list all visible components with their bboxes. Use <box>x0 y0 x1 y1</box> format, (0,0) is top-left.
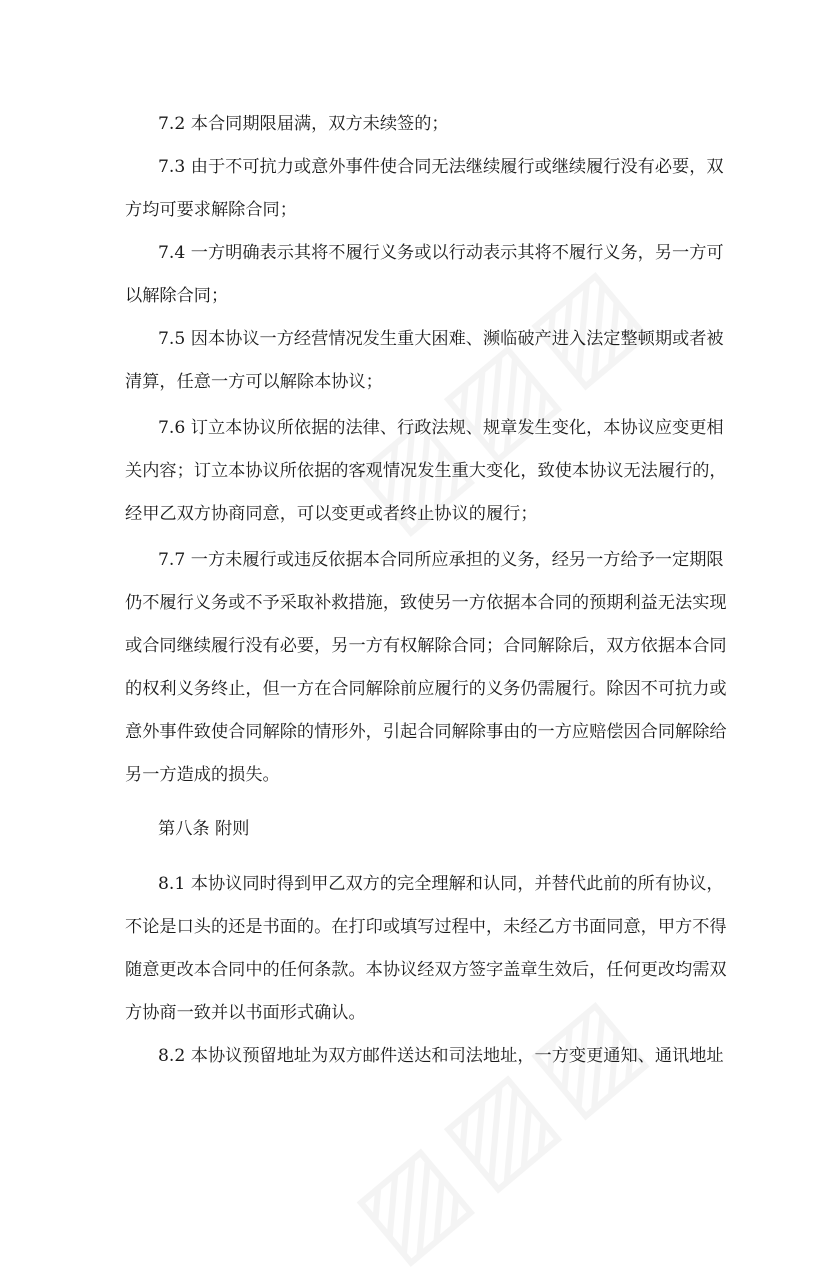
line-text: 清算，任意一方可以解除本协议； <box>125 372 383 392</box>
line-text: 经甲乙双方协商同意，可以变更或者终止协议的履行； <box>125 504 538 524</box>
line-text: 7.6 订立本协议所依据的法律、行政法规、规章发生变化，本协议应变更相 <box>158 418 724 438</box>
line-text: 7.2 本合同期限届满，双方未续签的； <box>158 114 449 134</box>
line-text: 8.1 本协议同时得到甲乙双方的完全理解和认同，并替代此前的所有协议， <box>158 874 724 894</box>
line-text: 7.7 一方未履行或违反依据本合同所应承担的义务，经另一方给予一定期限 <box>158 550 724 570</box>
line-text: 随意更改本合同中的任何条款。本协议经双方签字盖章生效后，任何更改均需双 <box>125 960 727 980</box>
line-text: 另一方造成的损失。 <box>125 765 280 785</box>
line-text: 意外事件致使合同解除的情形外，引起合同解除事由的一方应赔偿因合同解除给 <box>125 722 727 742</box>
line-text: 不论是口头的还是书面的。在打印或填写过程中，未经乙方书面同意，甲方不得 <box>125 917 727 937</box>
line-text: 方协商一致并以书面形式确认。 <box>125 1003 366 1023</box>
line-text: 7.5 因本协议一方经营情况发生重大困难、濒临破产进入法定整顿期或者被 <box>158 329 724 349</box>
line-text: 或合同继续履行没有必要，另一方有权解除合同；合同解除后，双方依据本合同 <box>125 636 727 656</box>
line-text: 方均可要求解除合同； <box>125 200 297 220</box>
line-text: 7.4 一方明确表示其将不履行义务或以行动表示其将不履行义务，另一方可 <box>158 243 724 263</box>
line-text: 关内容；订立本协议所依据的客观情况发生重大变化，致使本协议无法履行的， <box>125 461 727 481</box>
line-text: 8.2 本协议预留地址为双方邮件送达和司法地址，一方变更通知、通讯地址 <box>158 1046 724 1066</box>
watermark <box>329 965 673 1283</box>
line-text: 7.3 由于不可抗力或意外事件使合同无法继续履行或继续履行没有必要，双 <box>158 157 724 177</box>
line-text: 的权利义务终止，但一方在合同解除前应履行的义务仍需履行。除因不可抗力或 <box>125 679 727 699</box>
line-text: 仍不履行义务或不予采取补救措施，致使另一方依据本合同的预期利益无法实现 <box>125 593 727 613</box>
line-text: 以解除合同； <box>125 286 229 306</box>
line-text: 第八条 附则 <box>158 819 250 839</box>
